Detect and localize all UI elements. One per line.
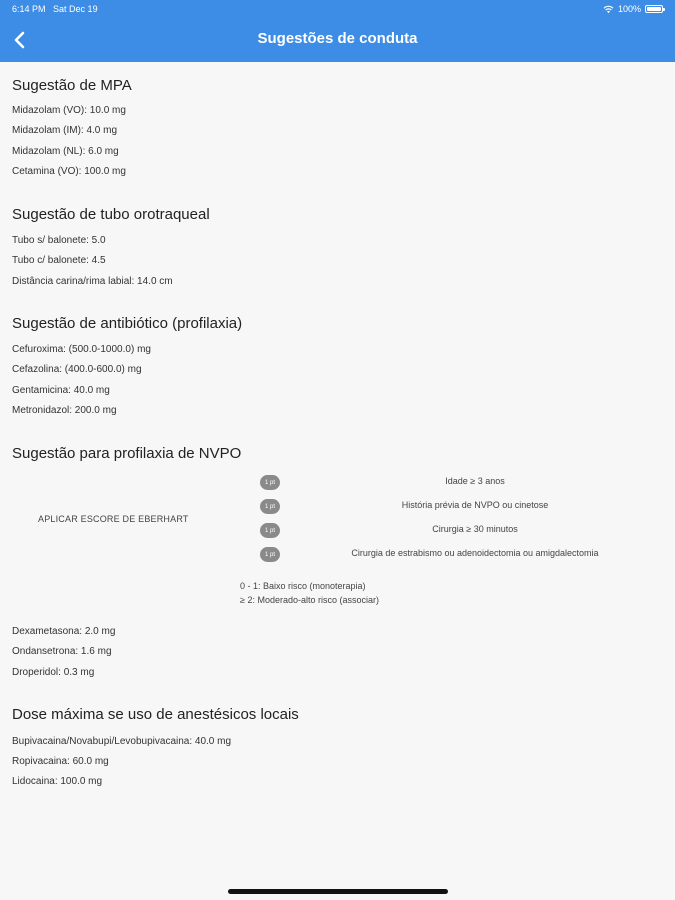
anestesicos-item: Bupivacaina/Novabupi/Levobupivacaina: 40.0 mg xyxy=(12,736,232,747)
nvpo-item: Dexametasona: 2.0 mg xyxy=(12,626,116,637)
mpa-item: Midazolam (VO): 10.0 mg xyxy=(12,105,126,116)
tubo-item: Distância carina/rima labial: 14.0 cm xyxy=(12,276,173,287)
status-right xyxy=(603,4,663,14)
status-bar xyxy=(0,4,675,16)
risk-low: 0 - 1: Baixo risco (monoterapia) xyxy=(240,581,366,591)
tubo-item: Tubo c/ balonete: 4.5 xyxy=(12,255,106,266)
antibiotico-item: Metronidazol: 200.0 mg xyxy=(12,405,117,416)
status-time-text: 6:14 PM xyxy=(12,4,46,14)
antibiotico-item: Gentamicina: 40.0 mg xyxy=(12,385,110,396)
wifi-icon xyxy=(603,5,614,14)
point-badge: 1 pt xyxy=(260,475,280,490)
tubo-item: Tubo s/ balonete: 5.0 xyxy=(12,235,106,246)
eberhart-criterion: Idade ≥ 3 anos xyxy=(445,476,505,486)
risk-high: ≥ 2: Moderado-alto risco (associar) xyxy=(240,595,379,605)
mpa-item: Cetamina (VO): 100.0 mg xyxy=(12,166,126,177)
app-bar xyxy=(0,0,675,62)
home-indicator[interactable] xyxy=(228,889,448,894)
anestesicos-section-title: Dose máxima se uso de anestésicos locais xyxy=(12,706,299,723)
nvpo-item: Droperidol: 0.3 mg xyxy=(12,667,95,678)
anestesicos-item: Ropivacaina: 60.0 mg xyxy=(12,756,109,767)
battery-percent: 100% xyxy=(617,4,641,14)
page-title: Sugestões de conduta xyxy=(257,30,418,47)
tubo-section-title: Sugestão de tubo orotraqueal xyxy=(12,206,210,223)
anestesicos-item: Lidocaina: 100.0 mg xyxy=(12,776,103,787)
mpa-section-title: Sugestão de MPA xyxy=(12,77,132,94)
nvpo-item: Ondansetrona: 1.6 mg xyxy=(12,646,112,657)
eberhart-criterion: História prévia de NVPO ou cinetose xyxy=(401,500,549,510)
eberhart-criterion: Cirurgia ≥ 30 minutos xyxy=(432,524,518,534)
antibiotico-item: Cefazolina: (400.0-600.0) mg xyxy=(12,364,142,375)
point-badge: 1 pt xyxy=(260,523,280,538)
eberhart-criterion: Cirurgia de estrabismo ou adenoidectomia ou amigdalectomia xyxy=(351,548,599,558)
status-date: Sat Dec 19 xyxy=(53,4,98,14)
antibiotico-section-title: Sugestão de antibiótico (profilaxia) xyxy=(12,315,243,332)
battery-icon xyxy=(645,5,663,13)
mpa-item: Midazolam (IM): 4.0 mg xyxy=(12,125,118,136)
antibiotico-item: Cefuroxima: (500.0-1000.0) mg xyxy=(12,344,151,355)
eberhart-label: APLICAR ESCORE DE EBERHART xyxy=(38,514,189,524)
point-badge: 1 pt xyxy=(260,499,280,514)
nvpo-section-title: Sugestão para profilaxia de NVPO xyxy=(12,445,242,462)
point-badge: 1 pt xyxy=(260,547,280,562)
mpa-item: Midazolam (NL): 6.0 mg xyxy=(12,146,119,157)
status-time xyxy=(12,4,98,14)
